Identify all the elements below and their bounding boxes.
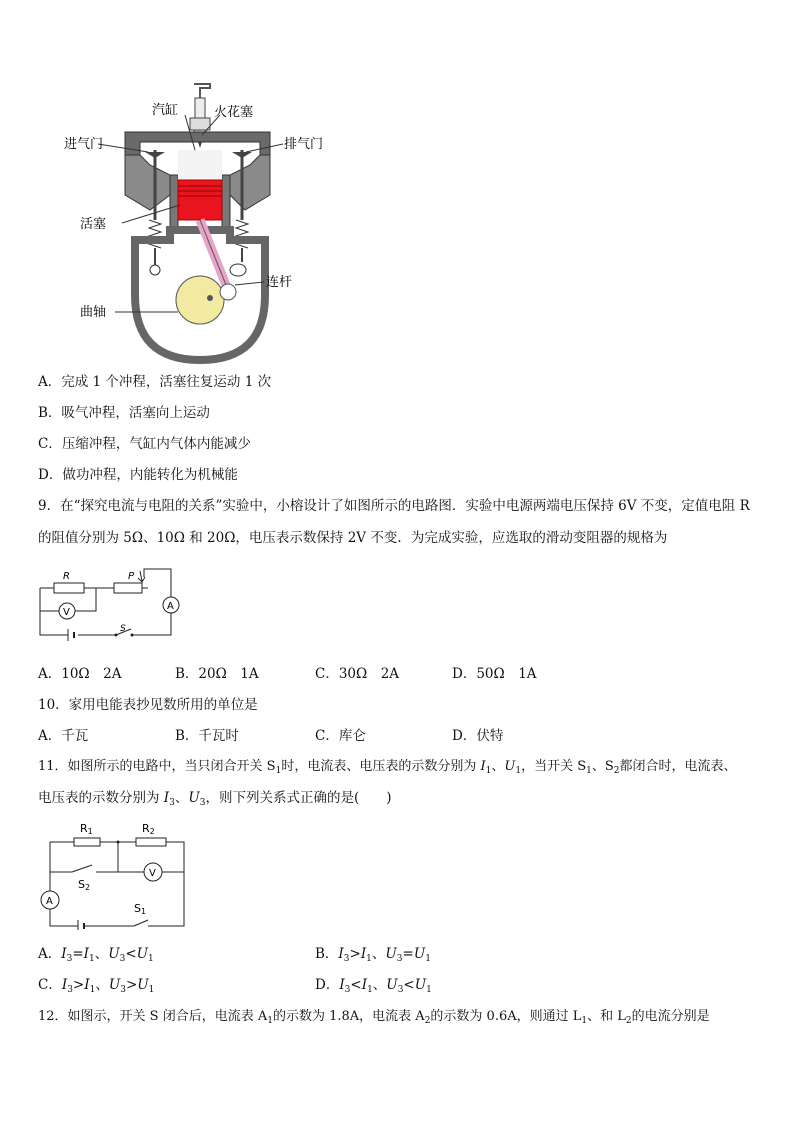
var-i: I <box>61 946 67 962</box>
q11-label-r2: R2 <box>142 822 155 836</box>
var-i: I <box>361 977 368 993</box>
q11-label-s1: S1 <box>134 902 147 916</box>
label-intake-valve: 进气门 <box>64 137 104 152</box>
q11-text: ，当开关 S <box>521 759 587 774</box>
var-i: I <box>163 790 170 806</box>
q8-option-b: B．吸气冲程，活塞向上运动 <box>38 405 210 421</box>
q11-label-s2: S2 <box>78 878 91 892</box>
var-i: I <box>338 946 344 962</box>
q8-option-d: D．做功冲程，内能转化为机械能 <box>38 467 238 483</box>
var-u: U <box>108 946 120 962</box>
q9-option-d: D．50Ω 1A <box>452 666 537 682</box>
subscript: 1 <box>267 1016 273 1026</box>
q8-option-c: C．压缩冲程，气缸内气体内能减少 <box>38 436 251 452</box>
option-letter: B． <box>315 946 339 962</box>
subscript: 1 <box>515 766 522 776</box>
q11-text: 时，电流表、电压表的示数分别为 <box>281 759 481 774</box>
q12-text: 的示数为 0.6A，则通过 L <box>430 1009 582 1024</box>
label-crankshaft: 曲轴 <box>80 305 107 320</box>
var-i: I <box>480 759 486 774</box>
q12-text: 、和 L <box>587 1009 626 1024</box>
relation: < <box>403 977 415 993</box>
relation: > <box>72 977 85 993</box>
q10-option-b: B．千瓦时 <box>175 728 239 744</box>
q12-stem <box>38 1008 710 1026</box>
q10-option-c: C．库仑 <box>315 728 366 744</box>
q9-label-a: A <box>167 601 174 612</box>
var-i: I <box>83 946 89 962</box>
var-u: U <box>108 977 121 993</box>
q11-text: ，则下列关系式正确的是( ) <box>205 790 392 806</box>
var-i: I <box>360 946 367 962</box>
q11-option-b <box>315 945 431 963</box>
separator: 、 <box>372 977 387 993</box>
subscript: 3 <box>396 954 403 964</box>
var-u: U <box>413 946 426 962</box>
relation: < <box>125 946 137 962</box>
subscript: 1 <box>426 985 432 995</box>
separator: 、 <box>371 946 386 962</box>
q10-option-d: D．伏特 <box>452 728 504 744</box>
subscript: 3 <box>397 985 404 995</box>
q11-option-d <box>315 976 432 994</box>
q11-text: 、 <box>491 759 505 774</box>
subscript: 2 <box>625 1016 632 1026</box>
option-letter: D． <box>315 977 340 993</box>
q9-label-p: P <box>128 571 135 582</box>
label-connecting-rod: 连杆 <box>266 275 293 290</box>
label-piston: 活塞 <box>80 217 107 232</box>
q11-circuit-diagram <box>36 820 196 930</box>
var-i: I <box>339 977 345 993</box>
subscript: 1 <box>367 985 373 995</box>
q9-option-b: B．20Ω 1A <box>175 666 259 682</box>
q9-stem-line2: 的阻值分别为 5Ω、10Ω 和 20Ω，电压表示数保持 2V 不变．为完成实验，应选取的滑动变阻器的规格为 <box>38 530 668 546</box>
q10-option-a: A．千瓦 <box>38 728 89 744</box>
subscript: 2 <box>424 1016 431 1026</box>
label-exhaust-valve: 排气门 <box>284 137 324 152</box>
subscript: 3 <box>66 954 73 964</box>
subscript: 1 <box>148 954 154 964</box>
subscript: 1 <box>586 766 592 776</box>
q11-label-v: V <box>149 868 156 879</box>
var-u: U <box>414 977 427 993</box>
relation: < <box>350 977 362 993</box>
subscript: 1 <box>88 954 95 964</box>
q9-option-a: A．10Ω 2A <box>38 666 122 682</box>
q9-label-r: R <box>63 571 70 582</box>
var-i: I <box>61 977 68 993</box>
separator: 、 <box>94 946 109 962</box>
q11-text: 都闭合时，电流表、 <box>619 759 737 774</box>
q11-stem-line2 <box>38 789 392 807</box>
subscript: 3 <box>344 985 351 995</box>
q9-circuit-diagram <box>36 563 186 648</box>
subscript: 3 <box>67 985 73 995</box>
subscript: 1 <box>275 766 282 776</box>
q11-text: 11．如图所示的电路中，当只闭合开关 S <box>38 759 276 774</box>
option-letter: C． <box>38 977 62 993</box>
q9-label-v: V <box>63 607 70 618</box>
q11-text: 、S <box>591 759 614 774</box>
subscript: 3 <box>199 798 206 808</box>
var-u: U <box>188 790 200 806</box>
q11-label-r1: R1 <box>80 822 93 836</box>
relation: > <box>349 946 361 962</box>
var-i: I <box>84 977 90 993</box>
q11-label-a: A <box>46 896 53 907</box>
q11-option-c <box>38 976 154 994</box>
q12-text: 的示数为 1.8A，电流表 A <box>272 1009 425 1024</box>
subscript: 1 <box>581 1016 588 1026</box>
subscript: 3 <box>343 954 350 964</box>
var-u: U <box>504 759 516 774</box>
relation: = <box>72 946 84 962</box>
q11-stem-line1 <box>38 758 737 776</box>
subscript: 3 <box>169 798 175 808</box>
subscript: 3 <box>119 954 126 964</box>
separator: 、 <box>95 977 109 993</box>
subscript: 2 <box>613 766 620 776</box>
q11-text: 电压表的示数分别为 <box>38 790 164 806</box>
option-letter: A． <box>38 946 62 962</box>
relation: = <box>402 946 414 962</box>
subscript: 1 <box>366 954 372 964</box>
q12-text: 12．如图示，开关 S 闭合后，电流表 A <box>38 1009 268 1024</box>
var-u: U <box>137 977 149 993</box>
var-u: U <box>386 977 398 993</box>
q9-stem-line1: 9．在“探究电流与电阻的关系”实验中，小榕设计了如图所示的电路图．实验中电源两端电压保持 6V 不变，定值电阻 R <box>38 498 750 514</box>
q9-label-s: S <box>120 624 126 634</box>
relation: > <box>125 977 138 993</box>
q11-text: 、 <box>174 790 189 806</box>
q12-text: 的电流分别是 <box>631 1009 710 1024</box>
subscript: 1 <box>148 985 155 995</box>
q10-stem: 10．家用电能表抄见数所用的单位是 <box>38 697 258 713</box>
q8-option-a: A．完成 1 个冲程，活塞往复运动 1 次 <box>38 374 272 390</box>
subscript: 3 <box>120 985 126 995</box>
var-u: U <box>136 946 149 962</box>
subscript: 1 <box>485 766 492 776</box>
var-u: U <box>385 946 397 962</box>
label-spark-plug: 火花塞 <box>214 105 254 120</box>
subscript: 1 <box>425 954 431 964</box>
engine-diagram <box>60 80 350 365</box>
label-cylinder: 汽缸 <box>152 103 179 118</box>
q11-option-a <box>38 945 154 963</box>
q9-option-c: C．30Ω 2A <box>315 666 400 682</box>
subscript: 1 <box>89 985 96 995</box>
